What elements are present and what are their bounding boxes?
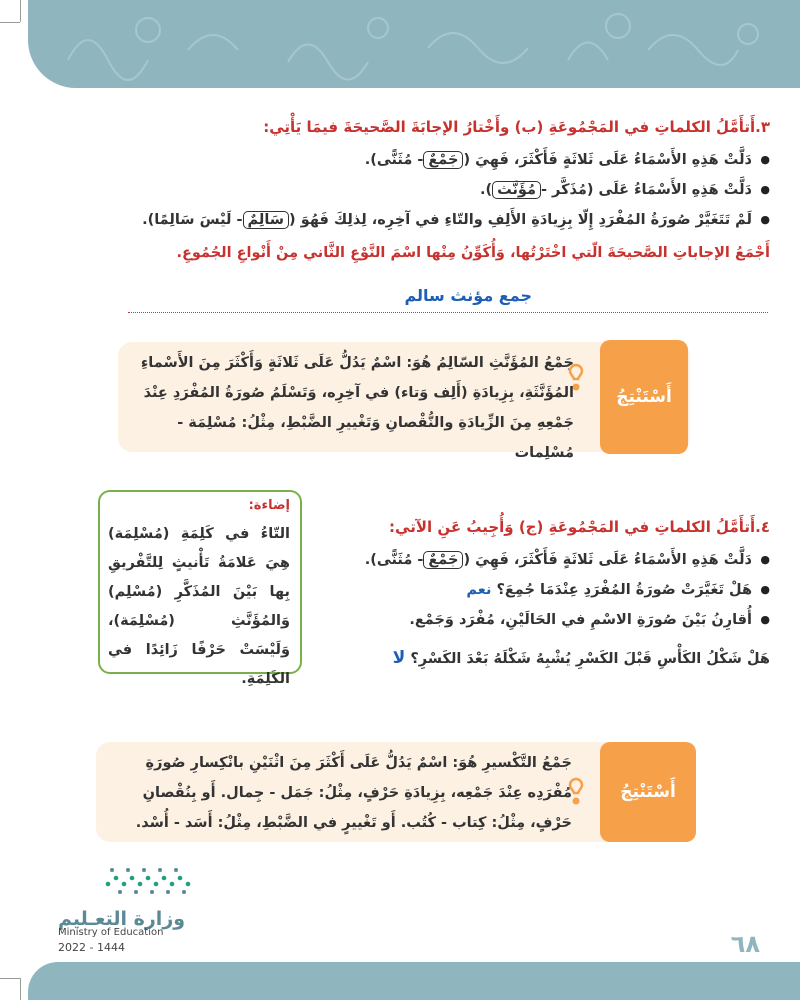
item-text: لَمْ تَتَغَيَّرْ صُورَةُ المُفْرَدِ إِلّا بِزِيادَةِ الأَلِفِ والتّاءِ في آخِرِه، لِذلِكَ فَهُوَ ( — [289, 212, 752, 228]
footer-band — [28, 962, 800, 1000]
conclusion-tab: أَسْتَنْتِجُ — [600, 340, 688, 454]
crop-mark — [0, 978, 20, 979]
ministry-name-english: Ministry of Education — [58, 927, 164, 938]
tip-label: إضاءة: — [248, 498, 290, 513]
question-4-list — [300, 545, 770, 635]
selected-answer: جَمْعٌ — [423, 551, 463, 569]
answer-line — [128, 312, 768, 313]
arabesque-pattern — [28, 0, 800, 88]
written-answer: نعم — [466, 582, 492, 598]
item-text: هَلْ تَغَيَّرَتْ صُورَةُ المُفْرَدِ عِنْدَمَا جُمِعَ؟ — [496, 582, 752, 598]
conclusion-text: جَمْعُ المُؤَنَّثِ السّالِمُ هُوَ: اسْمٌ يَدُلُّ عَلَى ثَلاثَةٍ وَأَكْثَرَ مِنَ الأَسْماءِ المُؤَنَّثَةِ، بِزِيادَةِ (أَلِف وَتاء) في آخِرِه، وَتَسْلَمُ صُورَةُ المُفْرَدِ عِنْدَ جَمْعِهِ مِنَ الزِّيادَةِ والنُّقْصانِ وَتَغْييرِ الضَّبْطِ، مِثْلُ: مُسْلِمَة - مُسْلِمات — [140, 355, 574, 461]
list-item — [50, 175, 770, 205]
written-answer: لا — [392, 648, 406, 668]
item-text: - لَيْسَ سَالِمًا). — [142, 212, 243, 228]
header-band — [28, 0, 800, 88]
selected-answer: جَمْعٌ — [423, 151, 463, 169]
list-item — [300, 575, 770, 605]
item-text: - مُثَنًّى). — [364, 152, 424, 168]
written-answer: جمع مؤنث سالم — [404, 286, 532, 305]
conclusion-tab: أَسْتَنْتِجُ — [600, 742, 696, 842]
item-text: - مُثَنًّى). — [364, 552, 424, 568]
question-3-list — [50, 145, 770, 235]
item-text: ). — [479, 182, 493, 198]
crop-mark — [0, 22, 20, 23]
selected-answer: مُؤَنَّث — [492, 181, 541, 199]
tip-box — [98, 490, 302, 687]
page-number: ٦٨ — [730, 930, 760, 958]
tip-text: التّاءُ في كَلِمَةِ (مُسْلِمَة) هِيَ عَلامَةُ تَأْنيثٍ لِلتَّفْريقِ بِها بَيْنَ المُذَكَّرِ (مُسْلِم) وَالمُؤَنَّثِ (مُسْلِمَة)، وَلَيْسَتْ حَرْفًا زَائِدًا في الكَلِمَةِ. — [108, 526, 290, 687]
collect-instruction: أَجْمَعُ الإجاباتِ الصَّحيحَةَ الّتي اخْتَرْتُها، وَأُكَوِّنُ مِنْها اسْمَ النَّوْعِ الثَّاني مِنْ أَنْواعِ الجُمُوعِ. — [176, 245, 770, 261]
selected-answer: سَالِمٌ — [243, 211, 290, 229]
list-item — [300, 545, 770, 575]
item-text: دَلَّتْ هَذِهِ الأَسْمَاءُ عَلَى ثَلاثَةٍ فَأَكْثَرَ، فَهِيَ ( — [463, 552, 752, 568]
list-item — [50, 205, 770, 235]
academic-year: 2022 - 1444 — [58, 941, 125, 954]
crop-mark — [20, 978, 21, 1000]
item-text: دَلَّتْ هَذِهِ الأَسْمَاءُ عَلَى ثَلاثَةٍ فَأَكْثَرَ، فَهِيَ ( — [463, 152, 752, 168]
list-item — [300, 605, 770, 635]
item-text: أُقارِنُ بَيْنَ صُورَةِ الاسْمِ في الحَالَيْنِ، مُفْرَد وَجَمْع. — [409, 612, 752, 628]
question-4-title: ٤.أَتأَمَّلُ الكلماتِ في المَجْمُوعَةِ (ج) وَأُجِيبُ عَنِ الآتي: — [389, 518, 770, 536]
ministry-name-arabic: وزارة التعـليم — [58, 908, 186, 930]
conclusion-text: جَمْعُ التَّكْسيرِ هُوَ: اسْمٌ يَدُلُّ عَلَى أَكْثَرَ مِنَ اثْنَيْنِ بانْكِسارِ صُورَةِ مُفْرَدِه عِنْدَ جَمْعِه، بِزِيادَةِ حَرْفٍ، مِثْلُ: جَمَل - جِمال. أَو بِنُقْصانِ حَرْفٍ، مِثْلُ: كِتاب - كُتُب. أَو تَغْييرٍ في الضَّبْطِ، مِثْلُ: أَسَد - أُسْد. — [135, 755, 572, 831]
item-text: دَلَّتْ هَذِهِ الأَسْمَاءُ عَلَى (مُذَكَّر - — [540, 182, 752, 198]
item-text: هَلْ شَكْلُ الكَأْسِ قَبْلَ الكَسْرِ يُشْبِهُ شَكْلَهُ بَعْدَ الكَسْرِ؟ — [410, 651, 770, 667]
ministry-logo — [100, 862, 196, 896]
list-item — [50, 145, 770, 175]
crop-mark — [20, 0, 21, 22]
question-4-last — [250, 648, 770, 668]
question-3-title: ٣.أَتأَمَّلُ الكلماتِ في المَجْمُوعَةِ (ب) وأَخْتارُ الإجابَةَ الصَّحيحَةَ فيمَا يَأْتِي: — [263, 118, 770, 136]
